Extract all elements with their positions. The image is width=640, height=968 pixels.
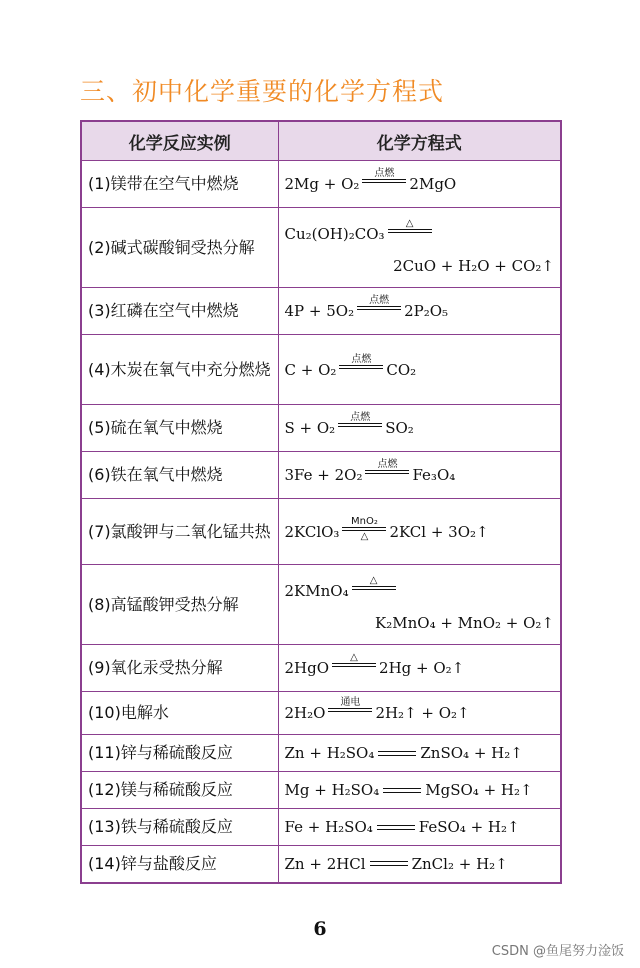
condition-top: 点燃	[351, 353, 372, 365]
equation-reactants: 2Mg + O₂	[284, 175, 360, 193]
table-row	[81, 335, 561, 405]
reaction-example: (3)红磷在空气中燃烧	[81, 288, 278, 335]
equation-reactants: Zn + 2HCl	[284, 854, 366, 873]
equals-sign	[357, 306, 401, 310]
chemical-equation	[278, 645, 561, 692]
equation-products: 2H₂↑ + O₂↑	[375, 704, 470, 722]
equation-reactants: 4P + 5O₂	[284, 302, 355, 320]
reaction-example: (9)氧化汞受热分解	[81, 645, 278, 692]
table-row	[81, 772, 561, 809]
equation-products: 2P₂O₅	[404, 302, 449, 320]
equals-sign	[362, 179, 406, 183]
condition-top: 点燃	[369, 295, 390, 306]
reaction-condition	[342, 516, 386, 542]
equation-reactants: 2H₂O	[284, 704, 326, 722]
condition-bottom: △	[360, 530, 369, 542]
equation-products: FeSO₄ + H₂↑	[418, 818, 520, 836]
equation-reactants: 2KMnO₄	[284, 581, 349, 600]
equation-products: K₂MnO₄ + MnO₂ + O₂↑	[375, 613, 554, 632]
equation-reactants: C + O₂	[284, 360, 337, 379]
table-row	[81, 405, 561, 452]
equals-sign	[338, 423, 382, 427]
reaction-example: (13)铁与稀硫酸反应	[81, 809, 278, 846]
equation-reactants: Cu₂(OH)₂CO₃	[284, 224, 385, 243]
reaction-condition	[338, 412, 382, 438]
equations-table	[80, 120, 562, 884]
equation-products: CO₂	[386, 360, 417, 379]
chemical-equation	[278, 772, 561, 809]
table-row	[81, 161, 561, 208]
equals-sign	[370, 861, 408, 866]
condition-top: 点燃	[350, 412, 371, 423]
reaction-example: (7)氯酸钾与二氧化锰共热	[81, 499, 278, 565]
chemical-equation	[278, 565, 561, 645]
condition-top: △	[350, 652, 358, 663]
equation-reactants: Zn + H₂SO₄	[284, 744, 375, 762]
condition-top: △	[405, 217, 414, 229]
equals-sign	[352, 586, 396, 590]
equation-reactants: Fe + H₂SO₄	[284, 818, 373, 836]
equals-sign	[378, 751, 416, 756]
chemical-equation	[278, 405, 561, 452]
reaction-example: (2)碱式碳酸铜受热分解	[81, 208, 278, 288]
equals-sign	[365, 470, 409, 474]
equation-reactants: 2HgO	[284, 659, 330, 677]
condition-top: 点燃	[374, 168, 395, 179]
equation-products: 2KCl + 3O₂↑	[389, 522, 489, 541]
equation-reactants: S + O₂	[284, 419, 336, 437]
reaction-example: (5)硫在氧气中燃烧	[81, 405, 278, 452]
reaction-example: (14)锌与盐酸反应	[81, 846, 278, 883]
equation-products: 2Hg + O₂↑	[379, 659, 465, 677]
condition-top: △	[369, 574, 378, 586]
chemical-equation	[278, 692, 561, 735]
reaction-example: (1)镁带在空气中燃烧	[81, 161, 278, 208]
equals-sign	[332, 663, 376, 667]
chemical-equation	[278, 809, 561, 846]
equals-sign	[377, 825, 415, 830]
reaction-example: (12)镁与稀硫酸反应	[81, 772, 278, 809]
equation-products: 2MgO	[409, 175, 457, 193]
table-header-row	[81, 121, 561, 161]
equation-products: ZnSO₄ + H₂↑	[420, 744, 523, 762]
condition-top: 通电	[340, 697, 361, 708]
reaction-example: (11)锌与稀硫酸反应	[81, 735, 278, 772]
chemical-equation	[278, 735, 561, 772]
reaction-example: (10)电解水	[81, 692, 278, 735]
header-equation: 化学方程式	[278, 121, 561, 161]
table-row	[81, 499, 561, 565]
reaction-condition	[357, 295, 401, 321]
equals-sign	[383, 788, 421, 793]
reaction-condition	[332, 652, 376, 678]
equation-reactants: 2KClO₃	[284, 522, 340, 541]
table-row	[81, 565, 561, 645]
table-row	[81, 809, 561, 846]
reaction-example: (6)铁在氧气中燃烧	[81, 452, 278, 499]
equation-reactants: 3Fe + 2O₂	[284, 466, 363, 484]
chemical-equation	[278, 499, 561, 565]
section-title: 三、初中化学重要的化学方程式	[80, 77, 445, 106]
equation-products: SO₂	[385, 419, 414, 437]
table-row	[81, 692, 561, 735]
chemical-equation	[278, 208, 561, 288]
equation-products: MgSO₄ + H₂↑	[425, 781, 533, 799]
equation-reactants: Mg + H₂SO₄	[284, 781, 380, 799]
chemical-equation	[278, 452, 561, 499]
chemical-equation	[278, 335, 561, 405]
watermark: CSDN @鱼尾努力淦饭	[491, 944, 624, 959]
reaction-condition	[339, 354, 383, 380]
reaction-condition	[352, 575, 396, 601]
reaction-example: (4)木炭在氧气中充分燃烧	[81, 335, 278, 405]
reaction-condition	[365, 459, 409, 485]
equation-products: ZnCl₂ + H₂↑	[411, 854, 508, 873]
equals-sign	[388, 229, 432, 233]
chemical-equation	[278, 288, 561, 335]
table-row	[81, 208, 561, 288]
chemical-equation	[278, 161, 561, 208]
page-number: 6	[313, 918, 327, 940]
reaction-condition	[328, 697, 372, 723]
reaction-example: (8)高锰酸钾受热分解	[81, 565, 278, 645]
equation-products: 2CuO + H₂O + CO₂↑	[393, 256, 554, 275]
condition-top: MnO₂	[351, 515, 378, 527]
chemical-equation	[278, 846, 561, 883]
table-row	[81, 735, 561, 772]
table-row	[81, 288, 561, 335]
equation-products: Fe₃O₄	[412, 466, 456, 484]
table-row	[81, 645, 561, 692]
header-example: 化学反应实例	[81, 121, 278, 161]
reaction-condition	[362, 168, 406, 194]
condition-top: 点燃	[377, 459, 398, 470]
equals-sign	[339, 365, 383, 369]
reaction-condition	[388, 218, 432, 244]
table-row	[81, 846, 561, 883]
table-row	[81, 452, 561, 499]
equals-sign	[328, 708, 372, 712]
